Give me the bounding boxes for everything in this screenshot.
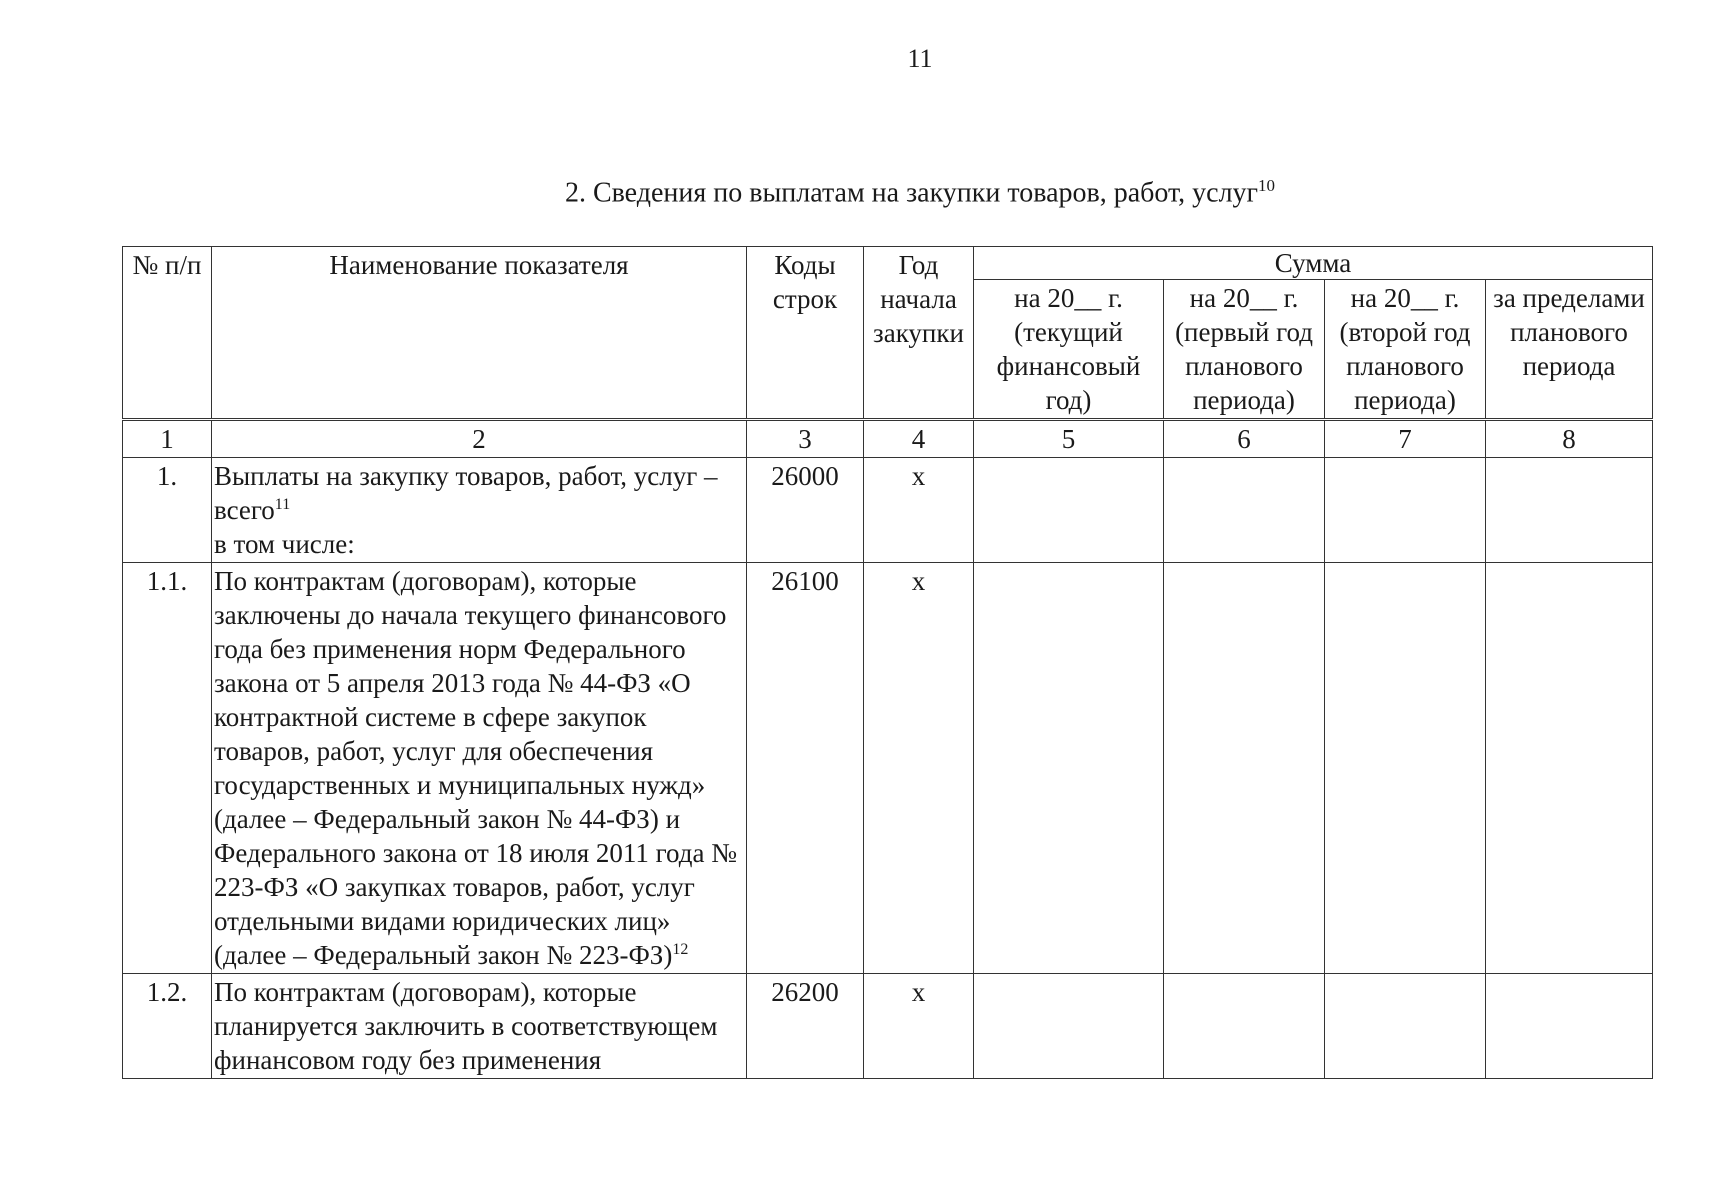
row-num: 1. (123, 458, 212, 563)
header-sum: Сумма (974, 247, 1653, 280)
header-sum-col: на 20__ г. (текущий финансовый год) (974, 280, 1164, 420)
row-year: x (864, 458, 974, 563)
row-sum-cell (1164, 563, 1325, 974)
row-sum-cell (974, 563, 1164, 974)
header-year: Год начала закупки (864, 247, 974, 420)
row-name (212, 563, 747, 974)
row-sum-cell (1164, 974, 1325, 1079)
footnote-ref: 12 (672, 941, 689, 958)
row-name-suffix: в том числе: (214, 529, 355, 559)
row-sum-cell (1486, 458, 1653, 563)
table-row (123, 974, 1653, 1079)
payments-table (122, 246, 1653, 1079)
section-title-text: 2. Сведения по выплатам на закупки товаров, работ, услуг (564, 177, 1259, 209)
column-number: 4 (864, 420, 974, 458)
header-sum-col: на 20__ г. (второй год планового периода) (1325, 280, 1486, 420)
row-sum-cell (1164, 458, 1325, 563)
section-title (0, 176, 1720, 209)
row-sum-cell (1486, 563, 1653, 974)
header-num: № п/п (123, 247, 212, 420)
table-row (123, 458, 1653, 563)
row-code: 26100 (747, 563, 864, 974)
row-sum-cell (974, 458, 1164, 563)
row-name-text: По контрактам (договорам), которые заключены до начала текущего финансового года без применения норм Федерального закона от 5 апреля 2013 года № 44-ФЗ «О контрактной системе в сфере закупок товаров, работ, услуг для обеспечения государственных и муниципальных нужд» (далее – Федеральный закон № 44-ФЗ) и Федерального закона от 18 июля 2011 года № 223-ФЗ «О закупках товаров, работ, услуг отдельными видами юридических лиц» (далее – Федеральный закон № 223-ФЗ) (214, 566, 738, 970)
row-sum-cell (1325, 563, 1486, 974)
row-sum-cell (1486, 974, 1653, 1079)
column-number: 6 (1164, 420, 1325, 458)
row-name: По контрактам (договорам), которые планируется заключить в соответствующем финансовом году без применения (212, 974, 747, 1079)
header-codes: Коды строк (747, 247, 864, 420)
footnote-ref: 10 (1258, 176, 1276, 195)
table-row (123, 563, 1653, 974)
row-code: 26200 (747, 974, 864, 1079)
header-sum-col: за пределами планового периода (1486, 280, 1653, 420)
row-year: x (864, 974, 974, 1079)
header-sum-col: на 20__ г. (первый год планового периода) (1164, 280, 1325, 420)
column-number: 3 (747, 420, 864, 458)
header-row (123, 247, 1653, 280)
header-name: Наименование показателя (212, 247, 747, 420)
column-number: 8 (1486, 420, 1653, 458)
row-sum-cell (1325, 974, 1486, 1079)
column-number: 5 (974, 420, 1164, 458)
column-number-row (123, 420, 1653, 458)
row-sum-cell (1325, 458, 1486, 563)
row-year: x (864, 563, 974, 974)
row-name-text: Выплаты на закупку товаров, работ, услуг – всего (214, 461, 718, 525)
footnote-ref: 11 (274, 496, 291, 513)
column-number: 7 (1325, 420, 1486, 458)
row-code: 26000 (747, 458, 864, 563)
row-num: 1.1. (123, 563, 212, 974)
column-number: 2 (212, 420, 747, 458)
column-number: 1 (123, 420, 212, 458)
page-number: 11 (907, 44, 933, 73)
row-num: 1.2. (123, 974, 212, 1079)
row-name (212, 458, 747, 563)
row-sum-cell (974, 974, 1164, 1079)
